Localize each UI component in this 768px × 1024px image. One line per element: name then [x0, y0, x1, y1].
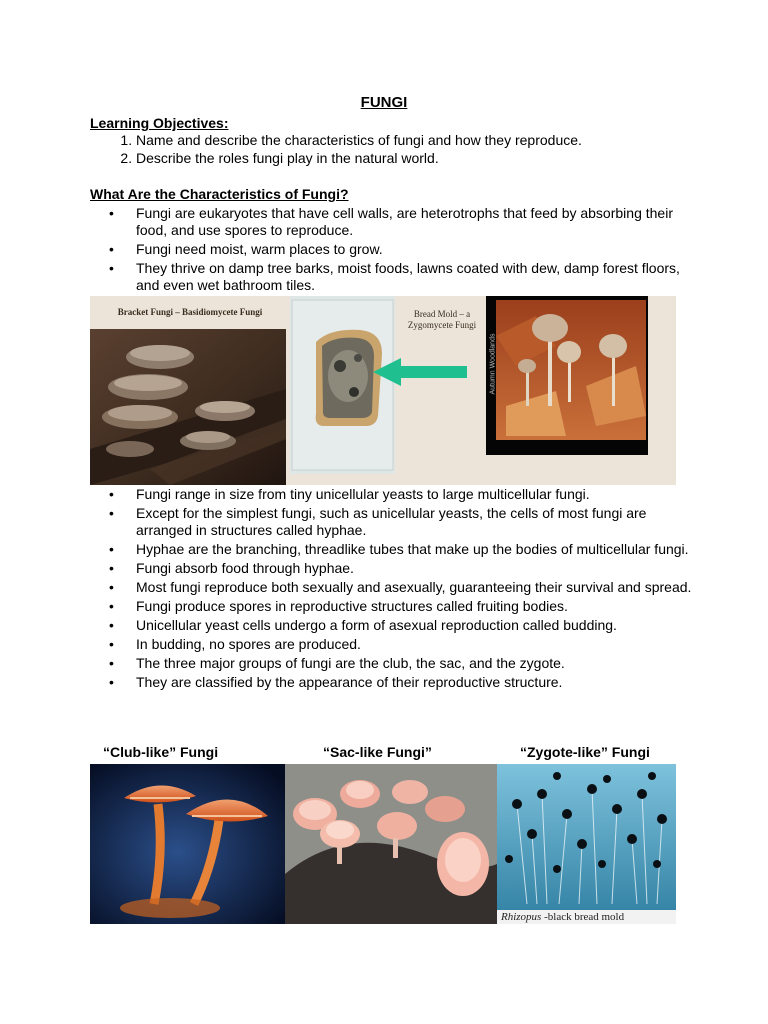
- list-item: • Fungi are eukaryotes that have cell walls, are heterotrophs that feed by absorbing their food, and use spores to reproduce.: [136, 205, 706, 239]
- objectives-heading: Learning Objectives:: [90, 115, 229, 131]
- sac-fungi-photo: [285, 764, 497, 924]
- arrow-icon: [373, 358, 469, 386]
- fungi-photo-strip: [90, 296, 676, 485]
- club-fungi-image: [90, 764, 285, 924]
- list-item: • Most fungi reproduce both sexually and asexually, guaranteeing their survival and spread.: [136, 579, 706, 596]
- list-item: • Hyphae are the branching, threadlike tubes that make up the bodies of multicellular fungi.: [136, 541, 706, 558]
- bread-mold-caption: Bread Mold – a Zygomycete Fungi: [407, 309, 477, 330]
- list-item: • Except for the simplest fungi, such as unicellular yeasts, the cells of most fungi are arranged in structures called hyphae.: [136, 505, 706, 539]
- fungi-facts-list: [90, 486, 706, 693]
- zygote-fungi-image: [497, 764, 676, 924]
- list-item: • Fungi range in size from tiny unicellular yeasts to large multicellular fungi.: [136, 486, 706, 503]
- objective-item: 2. Describe the roles fungi play in the natural world.: [136, 149, 736, 167]
- list-item: • Unicellular yeast cells undergo a form of asexual reproduction called budding.: [136, 617, 706, 634]
- list-item: • Fungi absorb food through hyphae.: [136, 560, 706, 577]
- mushroom-image: [486, 296, 648, 455]
- bracket-fungi-caption: Bracket Fungi – Basidiomycete Fungi: [117, 307, 263, 317]
- bracket-fungi-image: [90, 329, 286, 485]
- bracket-fungi-photo: [90, 329, 286, 485]
- club-fungi-photo: [90, 764, 285, 924]
- side-text: Autumn Woodlands: [489, 333, 497, 395]
- list-item: • Fungi produce spores in reproductive structures called fruiting bodies.: [136, 598, 706, 615]
- mushroom-photo: [486, 296, 648, 455]
- page-title: FUNGI: [360, 94, 408, 111]
- list-item: • They are classified by the appearance of their reproductive structure.: [136, 674, 706, 691]
- list-item: • The three major groups of fungi are the club, the sac, and the zygote.: [136, 655, 706, 672]
- list-item: • They thrive on damp tree barks, moist foods, lawns coated with dew, damp forest floors, and even wet bathroom tiles.: [136, 260, 706, 294]
- sac-fungi-image: [285, 764, 497, 924]
- sac-fungi-label: “Sac-like Fungi”: [323, 744, 432, 760]
- list-item: • Fungi need moist, warm places to grow.: [136, 241, 706, 258]
- rhizopus-caption: Rhizopus -black bread mold: [501, 911, 625, 923]
- characteristics-list: [90, 205, 706, 296]
- objective-item: 1. Name and describe the characteristics of fungi and how they reproduce.: [136, 131, 736, 149]
- club-fungi-label: “Club-like” Fungi: [103, 744, 219, 760]
- zygote-fungi-label: “Zygote-like” Fungi: [520, 744, 650, 760]
- characteristics-heading: What Are the Characteristics of Fungi?: [90, 186, 349, 202]
- list-item: • In budding, no spores are produced.: [136, 636, 706, 653]
- objectives-list: [90, 131, 736, 167]
- zygote-fungi-photo: [497, 764, 676, 924]
